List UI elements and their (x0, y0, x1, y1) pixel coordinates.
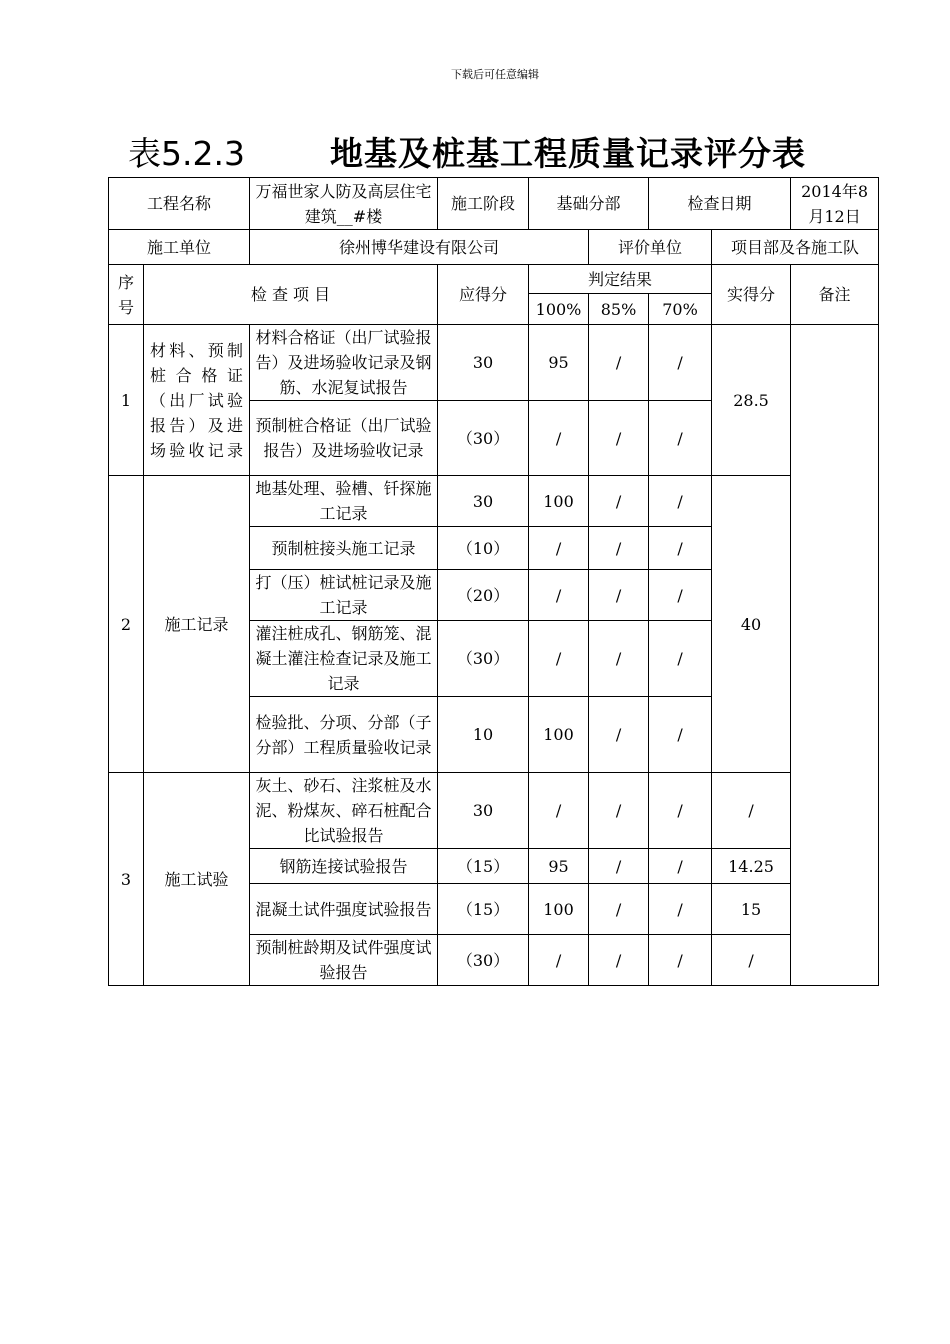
p100-cell: / (529, 773, 589, 849)
contractor: 徐州博华建设有限公司 (250, 230, 589, 265)
p70-cell: / (649, 697, 712, 773)
contractor-label: 施工单位 (109, 230, 250, 265)
remark-cell (791, 325, 879, 986)
table-row (109, 773, 879, 849)
p85-cell: / (589, 527, 649, 570)
p70-cell: / (649, 570, 712, 621)
project-name: 万福世家人防及高层住宅建筑__#楼 (250, 178, 438, 230)
col-70: 70% (649, 294, 712, 325)
item-cell: 灰土、砂石、注浆桩及水泥、粉煤灰、碎石桩配合比试验报告 (250, 773, 438, 849)
due-cell: （20） (438, 570, 529, 621)
p100-cell: / (529, 621, 589, 697)
p85-cell: / (589, 476, 649, 527)
actual-cell: 14.25 (712, 849, 791, 884)
due-cell: （30） (438, 621, 529, 697)
p70-cell: / (649, 401, 712, 476)
col-seq: 序号 (109, 265, 144, 325)
p70-cell: / (649, 773, 712, 849)
col-judgement: 判定结果 (529, 265, 712, 294)
col-100: 100% (529, 294, 589, 325)
due-cell: （15） (438, 849, 529, 884)
p100-cell: / (529, 401, 589, 476)
check-date-label: 检查日期 (649, 178, 791, 230)
due-cell: （30） (438, 935, 529, 986)
p70-cell: / (649, 849, 712, 884)
project-name-label: 工程名称 (109, 178, 250, 230)
stage-value: 基础分部 (529, 178, 649, 230)
p70-cell: / (649, 476, 712, 527)
p85-cell: / (589, 570, 649, 621)
group-seq: 1 (109, 325, 144, 476)
p100-cell: / (529, 935, 589, 986)
col-due-score: 应得分 (438, 265, 529, 325)
col-item: 检 查 项 目 (144, 265, 438, 325)
page-title (128, 128, 848, 178)
p70-cell: / (649, 325, 712, 401)
p85-cell: / (589, 325, 649, 401)
due-cell: 10 (438, 697, 529, 773)
table-row (109, 325, 879, 401)
item-cell: 混凝土试件强度试验报告 (250, 884, 438, 935)
header-note: 下载后可任意编辑 (451, 68, 539, 81)
col-remark: 备注 (791, 265, 879, 325)
actual-cell: 40 (712, 476, 791, 773)
p85-cell: / (589, 621, 649, 697)
due-cell: （10） (438, 527, 529, 570)
p85-cell: / (589, 849, 649, 884)
due-cell: （15） (438, 884, 529, 935)
col-actual-score: 实得分 (712, 265, 791, 325)
due-cell: （30） (438, 401, 529, 476)
p85-cell: / (589, 401, 649, 476)
p100-cell: 100 (529, 476, 589, 527)
evaluator: 项目部及各施工队 (712, 230, 879, 265)
actual-cell: 28.5 (712, 325, 791, 476)
due-cell: 30 (438, 773, 529, 849)
item-cell: 预制桩龄期及试件强度试验报告 (250, 935, 438, 986)
group-name: 材料、预制桩合格证（出厂试验报告）及进场验收记录 (144, 325, 250, 476)
due-cell: 30 (438, 476, 529, 527)
item-cell: 钢筋连接试验报告 (250, 849, 438, 884)
group-seq: 3 (109, 773, 144, 986)
group-name: 施工试验 (144, 773, 250, 986)
p85-cell: / (589, 884, 649, 935)
stage-label: 施工阶段 (438, 178, 529, 230)
p100-cell: 100 (529, 697, 589, 773)
due-cell: 30 (438, 325, 529, 401)
score-table (108, 177, 879, 986)
p85-cell: / (589, 935, 649, 986)
table-number: 表5.2.3 (128, 134, 245, 173)
item-cell: 材料合格证（出厂试验报告）及进场验收记录及钢筋、水泥复试报告 (250, 325, 438, 401)
col-85: 85% (589, 294, 649, 325)
p85-cell: / (589, 697, 649, 773)
evaluator-label: 评价单位 (589, 230, 712, 265)
p85-cell: / (589, 773, 649, 849)
group-name: 施工记录 (144, 476, 250, 773)
p70-cell: / (649, 621, 712, 697)
p70-cell: / (649, 884, 712, 935)
actual-cell: 15 (712, 884, 791, 935)
p100-cell: / (529, 570, 589, 621)
actual-cell: / (712, 935, 791, 986)
table-row (109, 476, 879, 527)
item-cell: 灌注桩成孔、钢筋笼、混凝土灌注检查记录及施工记录 (250, 621, 438, 697)
p100-cell: / (529, 527, 589, 570)
check-date: 2014年8月12日 (791, 178, 879, 230)
item-cell: 地基处理、验槽、钎探施工记录 (250, 476, 438, 527)
p100-cell: 95 (529, 325, 589, 401)
group-seq: 2 (109, 476, 144, 773)
p70-cell: / (649, 935, 712, 986)
item-cell: 检验批、分项、分部（子分部）工程质量验收记录 (250, 697, 438, 773)
p100-cell: 95 (529, 849, 589, 884)
table-name: 地基及桩基工程质量记录评分表 (330, 134, 806, 173)
p70-cell: / (649, 527, 712, 570)
actual-cell: / (712, 773, 791, 849)
item-cell: 预制桩合格证（出厂试验报告）及进场验收记录 (250, 401, 438, 476)
p100-cell: 100 (529, 884, 589, 935)
item-cell: 预制桩接头施工记录 (250, 527, 438, 570)
item-cell: 打（压）桩试桩记录及施工记录 (250, 570, 438, 621)
